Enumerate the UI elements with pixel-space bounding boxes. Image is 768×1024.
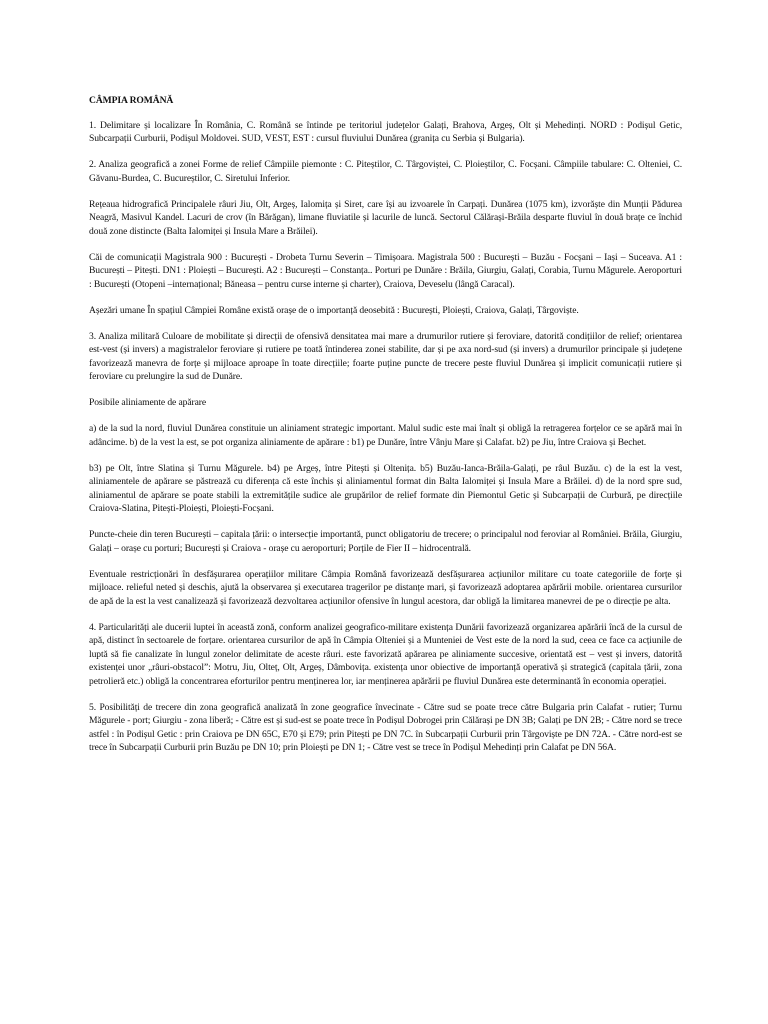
paragraph-retea-hidrografica: Rețeaua hidrografică Principalele râuri Jiu, Olt, Argeș, Ialomița și Siret, care își au izvoarele în Carpați. Dunărea (1075 km), izvorăște din Munții Pădurea Neagră, Masivul Kandel. Lacuri de crov (în Bărăgan), limane fluviatile și lacurile de luncă. Sectorul Călărași-Brăila desparte fluviul în două brațe ce închid două zone distincte (Balta Ialomiței și Insula Mare a Brăilei). (89, 198, 682, 237)
paragraph-posibilitati-trecere: 5. Posibilități de trecere din zona geografică analizată în zone geografice învecinate - Către sud se poate trece către Bulgaria prin Calafat - rutier; Turnu Măgurele - port; Giurgiu - zona liberă; - Către est și sud-est se poate trece în Podișul Dobrogei prin Călărași pe DN 3B; Galați pe DN 2B; - Către nord se trece astfel : în Podișul Getic : prin Craiova pe DN 65C, E70 și E79; prin Pitești pe DN 7C. în Subcarpații Curburii prin Târgoviște pe DN 72A. - Către nord-est se trece în Subcarpații Curburii prin Buzău pe DN 10; prin Ploiești pe DN 1; - Către vest se trece în Podișul Mehedinți prin Calafat pe DN 56A. (89, 701, 682, 753)
paragraph-aliniamente-a-b: a) de la sud la nord, fluviul Dunărea constituie un aliniament strategic important. Malul sudic este mai înalt și obligă la retragerea forțelor ce se apără mai în adâncime. b) de la vest la est, se pot organiza aliniamente de apărare : b1) pe Dunăre, între Vânju Mare și Calafat. b2) pe Jiu, între Craiova și Bechet. (89, 423, 682, 448)
paragraph-analiza-militara: 3. Analiza militară Culoare de mobilitate și direcții de ofensivă densitatea mai mare a drumurilor rutiere și feroviare, datorită condițiilor de relief; orientarea est-vest (și invers) a magistralelor feroviare și rutiere pe toată întinderea zonei stabilite, dar și pe axa nord-sud (și invers) a drumurilor principale și județene favorizează manevra de forțe și mijloace aproape în toate direcțiile; foarte puține puncte de trecere peste fluviul Dunărea și implicit comunicații rutiere și feroviare cu prelungire la sud de Dunăre. (89, 330, 682, 382)
document-title: CÂMPIA ROMÂNĂ (89, 95, 174, 106)
paragraph-puncte-cheie: Puncte-cheie din teren București – capitala țării: o intersecție importantă, punct obligatoriu de trecere; o principalul nod feroviar al României. Brăila, Giurgiu, Galați – orașe cu porturi; București și Craiova - orașe cu aeroporturi; Porțile de Fier II – hidrocentrală. (89, 529, 682, 554)
paragraph-restrictionari: Eventuale restricționări în desfășurarea operațiilor militare Câmpia Română favorizează desfășurarea acțiunilor militare cu toate categoriile de forțe și mijloace. relieful neted și deschis, ajută la observarea și executarea tragerilor pe distanțe mari, și favorizează adoptarea apărării mobile. orientarea cursurilor de apă de la est la vest canalizează și favorizează dezvoltarea acțiunilor ofensive în lungul acestora, dar obligă la limitarea manevrei de pe o direcție pe alta. (89, 568, 682, 607)
paragraph-cai-comunicatii: Căi de comunicații Magistrala 900 : București - Drobeta Turnu Severin – Timișoara. Magistrala 500 : București – Buzău - Focșani – Iași – Suceava. A1 : București – Pitești. DN1 : Ploiești – București. A2 : București – Constanța.. Porturi pe Dunăre : Brăila, Giurgiu, Galați, Corabia, Turnu Măgurele. Aeroporturi : București (Otopeni –internațional; Băneasa – pentru curse interne și charter), Craiova, Deveselu (lângă Caracal). (89, 251, 682, 290)
paragraph-asezari-umane: Așezări umane În spațiul Câmpiei Române există orașe de o importanță deosebită : București, Ploiești, Craiova, Galați, Târgoviște. (89, 304, 579, 316)
paragraph-delimitare: 1. Delimitare și localizare În România, C. Română se întinde pe teritoriul județelor Galați, Brahova, Argeș, Olt și Mehedinți. NORD : Podișul Getic, Subcarpații Curburii, Podișul Moldovei. SUD, VEST, EST : cursul fluviului Dunărea (granița cu Serbia și Bulgaria). (89, 119, 682, 144)
paragraph-aliniamente-heading: Posibile aliniamente de apărare (89, 397, 207, 408)
paragraph-aliniamente-b3-d: b3) pe Olt, între Slatina și Turnu Măgurele. b4) pe Argeș, între Pitești și Oltenița. b5) Buzău-Ianca-Brăila-Galați, pe râul Buzău. c) de la est la vest, aliniamentele de apărare se păstrează cu diferența că este închis și aliniamentul format din Balta Ialomiței și Insula Mare a Brăilei. d) de la nord spre sud, aliniamentul de apărare se poate stabili la extremitățile sudice ale grupărilor de relief formate din Piemontul Getic și Subcarpații de Curbură, pe direcțiile Craiova-Slatina, Pitești-Ploiești, Ploiești-Focșani. (89, 462, 682, 514)
paragraph-analiza-geografica: 2. Analiza geografică a zonei Forme de relief Câmpiile piemonte : C. Piteștilor, C. Târgoviștei, C. Ploieștilor, C. Focșani. Câmpiile tabulare: C. Olteniei, C. Găvanu-Burdea, C. Bucureștilor, C. Siretului Inferior. (89, 159, 682, 184)
paragraph-particularitati: 4. Particularități ale ducerii luptei în această zonă, conform analizei geografico-militare existența Dunării favorizează organizarea apărării încă de la cursul de apă, distinct în sectoarele de forțare. orientarea cursurilor de apă în Câmpia Olteniei și a Munteniei de Vest este de la nord la sud, ceea ce face ca acțiunile de luptă să fie canalizate în lungul zonelor delimitate de aceste râuri. este favorizată apărarea pe aliniamente succesive, orientată est – vest și invers, datorită existenței unor „râuri-obstacol”: Motru, Jiu, Olteț, Olt, Argeș, Dâmbovița. existența unor obiective de importanță operativă și strategică (capitala țării, zona petrolieră etc.) obligă la concentrarea eforturilor pentru menținerea lor, iar menținerea apărării pe fluviul Dunărea este determinantă în economia operației. (89, 621, 682, 687)
document-body (89, 94, 682, 767)
